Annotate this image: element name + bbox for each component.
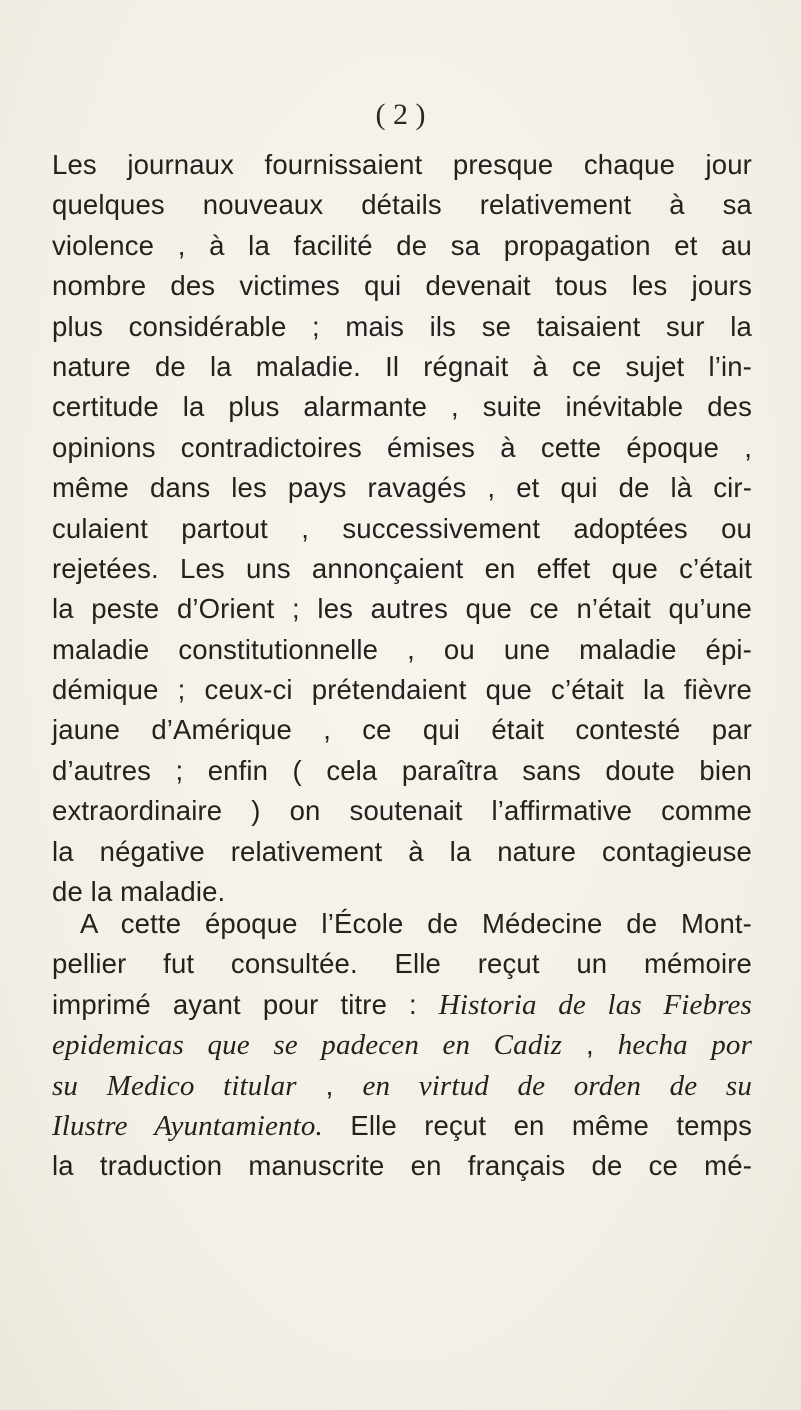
spanish-title-italic: hecha por [617, 1029, 752, 1062]
text-line: Les journaux fournissaient presque chaque jour [52, 149, 752, 180]
text-line: la traduction manuscrite en français de ce mé- [52, 1150, 752, 1182]
text-line: pellier fut consultée. Elle reçut un mémoire [52, 948, 752, 980]
paragraph-2 [52, 904, 752, 1187]
text-line: A cette époque l’École de Médecine de Mont- [80, 908, 752, 939]
text-line: maladie constitutionnelle , ou une maladie épi- [52, 633, 752, 665]
spanish-title-italic: Historia de las Fiebres [438, 988, 752, 1021]
text-line: la peste d’Orient ; les autres que ce n’était qu’une [52, 593, 752, 625]
text-line: d’autres ; enfin ( cela paraîtra sans doute bien [52, 754, 752, 786]
text-line: quelques nouveaux détails relativement à sa [52, 189, 752, 221]
text-line [52, 985, 752, 1025]
text-line: nature de la maladie. Il régnait à ce sujet l’in- [52, 350, 752, 382]
text-line [52, 1106, 752, 1146]
text-line: extraordinaire ) on soutenait l’affirmative comme [52, 795, 752, 827]
text-line: opinions contradictoires émises à cette époque , [52, 431, 752, 463]
text-line: démique ; ceux-ci prétendaient que c’était la fièvre [52, 674, 752, 706]
page-number: ( 2 ) [375, 98, 426, 131]
text-line: de la maladie. [52, 876, 226, 908]
paragraph-1 [52, 145, 752, 912]
text-line: rejetées. Les uns annonçaient en effet que c’était [52, 552, 752, 584]
text-line: certitude la plus alarmante , suite inévitable des [52, 391, 752, 423]
text-line: jaune d’Amérique , ce qui était contesté par [52, 714, 752, 746]
text-span: imprimé ayant pour titre : [52, 988, 439, 1020]
text-span: , [296, 1069, 363, 1101]
text-line [52, 1025, 752, 1065]
text-line: plus considérable ; mais ils se taisaient sur la [52, 310, 752, 342]
spanish-title-italic: su Medico titular [52, 1069, 297, 1102]
text-line: nombre des victimes qui devenait tous les jours [52, 270, 752, 302]
text-span: Elle reçut en même temps [322, 1109, 752, 1141]
text-line: culaient partout , successivement adoptées ou [52, 512, 752, 544]
text-line: la négative relativement à la nature contagieuse [52, 835, 752, 867]
text-line [52, 1066, 752, 1106]
text-line: violence , à la facilité de sa propagation et au [52, 229, 752, 261]
spanish-title-italic: epidemicas que se padecen en Cadiz [52, 1029, 563, 1062]
spanish-title-italic: en virtud de orden de su [362, 1069, 752, 1102]
text-line: même dans les pays ravagés , et qui de là cir- [52, 472, 752, 504]
text-span: , [562, 1029, 618, 1061]
spanish-title-italic: Ilustre Ayuntamiento. [52, 1109, 323, 1142]
